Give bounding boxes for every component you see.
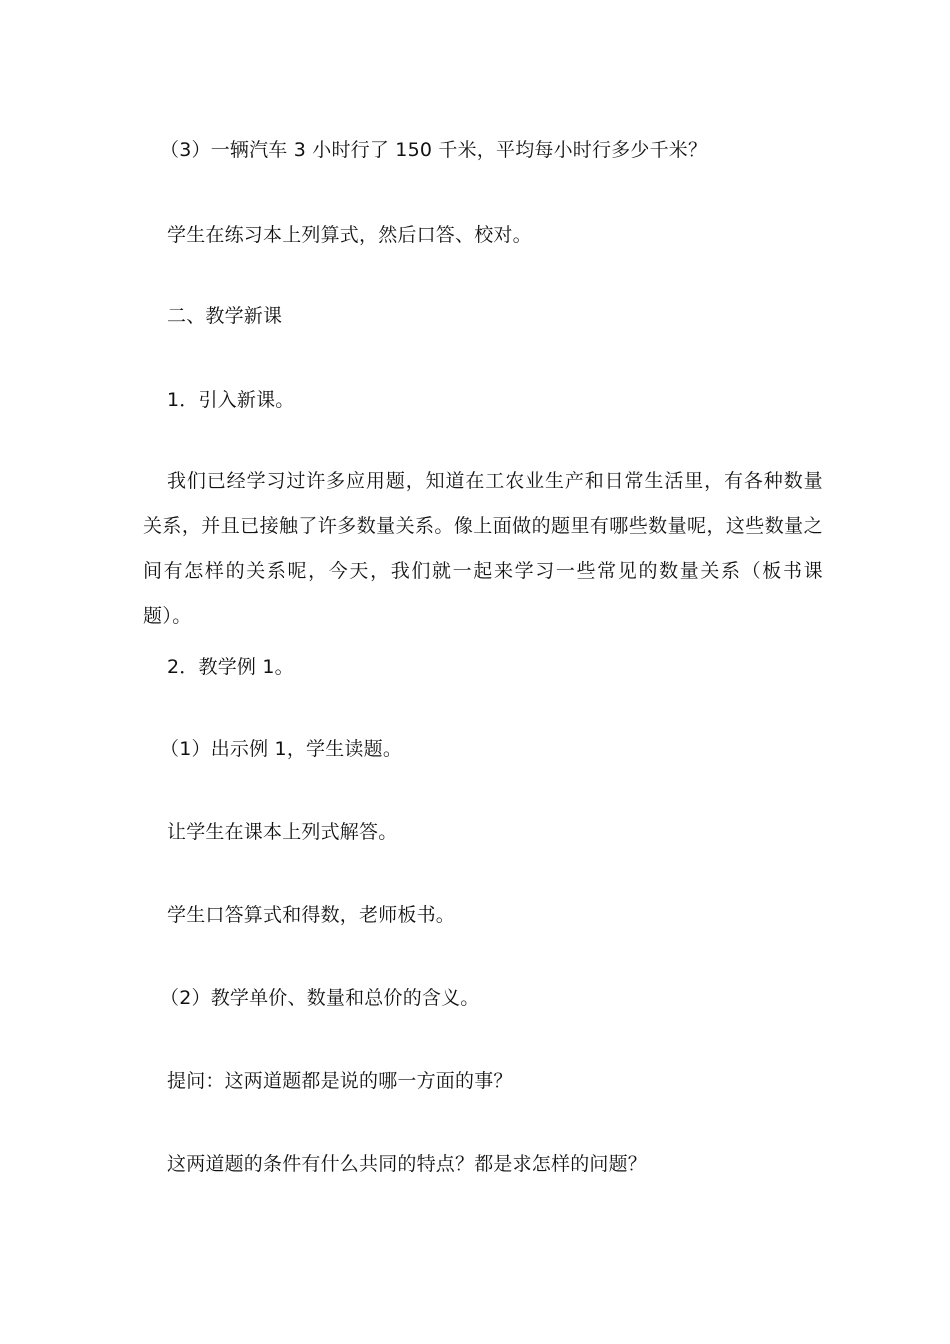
question-1: 提问：这两道题都是说的哪一方面的事？ xyxy=(167,1070,513,1092)
exercise-question-3: （3）一辆汽车 3 小时行了 150 千米，平均每小时行多少千米？ xyxy=(160,139,708,161)
student-instruction: 学生在练习本上列算式，然后口答、校对。 xyxy=(167,224,532,246)
student-answer: 学生口答算式和得数，老师板书。 xyxy=(167,904,456,926)
question-2: 这两道题的条件有什么共同的特点？都是求怎样的问题？ xyxy=(167,1153,648,1175)
sub-step-1: （1）出示例 1，学生读题。 xyxy=(160,738,403,760)
step-1-heading: 1．引入新课。 xyxy=(167,389,295,411)
student-task: 让学生在课本上列式解答。 xyxy=(167,821,398,843)
section-heading: 二、教学新课 xyxy=(167,305,283,327)
step-2-heading: 2．教学例 1。 xyxy=(167,656,294,678)
sub-step-2: （2）教学单价、数量和总价的含义。 xyxy=(160,987,480,1009)
intro-paragraph: 我们已经学习过许多应用题，知道在工农业生产和日常生活里，有各种数量关系，并且已接触了许多数量关系。像上面做的题里有哪些数量呢，这些数量之间有怎样的关系呢，今天，我们就一起来学习一些常见的数量关系（板书课题）。 xyxy=(143,470,823,627)
